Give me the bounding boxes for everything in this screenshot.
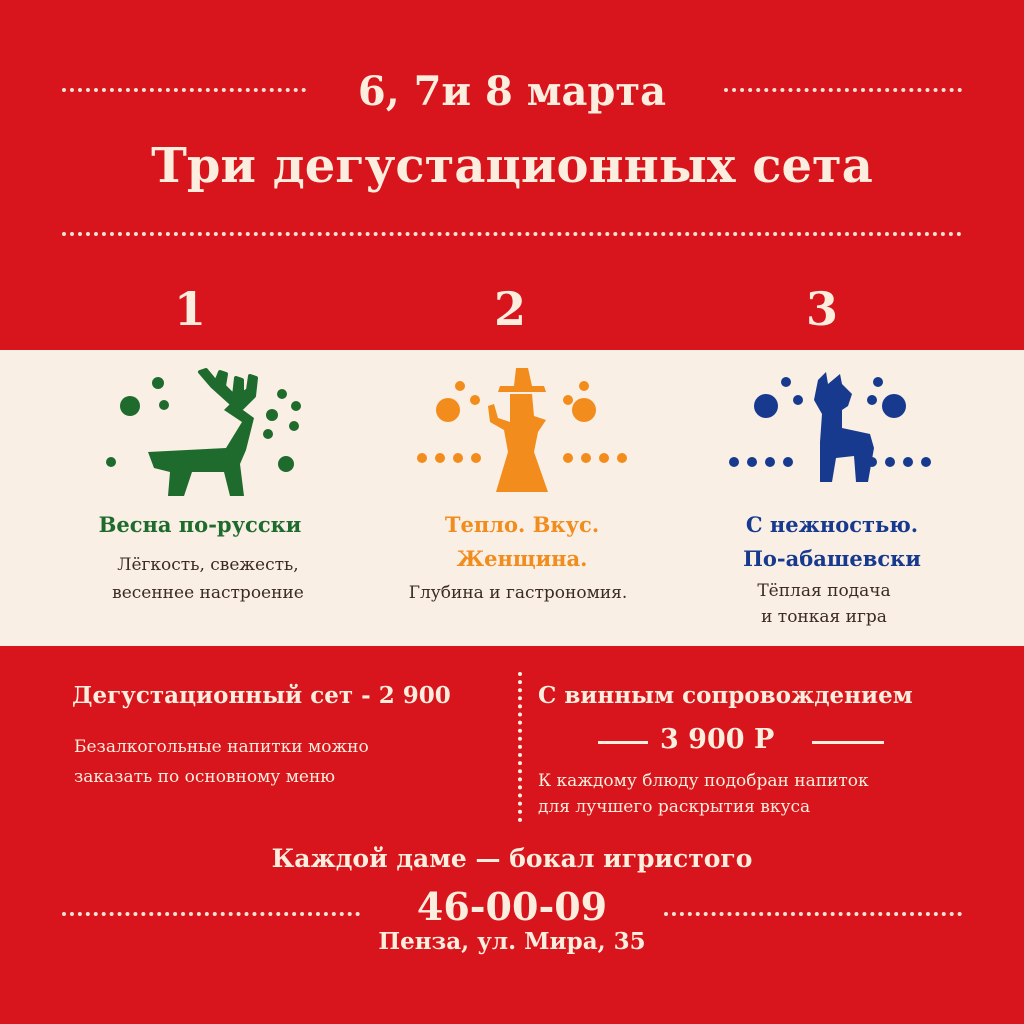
pricing-divider — [518, 672, 522, 822]
wine-pairing-title: С винным сопровождением — [538, 682, 913, 709]
wine-pairing-price: 3 900 Р — [660, 724, 775, 755]
page-title: Три дегустационных сета — [151, 138, 873, 194]
set-3-desc-line-1: Тёплая подача — [757, 581, 891, 601]
price-rule-right — [812, 741, 884, 744]
set-3-title-line-2: По-абашевски — [743, 546, 921, 571]
dotted-divider — [664, 912, 962, 916]
event-dates: 6, 7и 8 марта — [357, 68, 667, 115]
non-alcoholic-note-line-1: Безалкогольные напитки можно — [74, 737, 369, 757]
set-1-title: Весна по-русски — [98, 512, 302, 537]
address: Пенза, ул. Мира, 35 — [378, 928, 646, 955]
gift-note: Каждой даме — бокал игристого — [271, 844, 753, 873]
set-1-desc-line-1: Лёгкость, свежесть, — [117, 555, 299, 575]
set-3-desc-line-2: и тонкая игра — [761, 607, 887, 627]
set-2-title-line-1: Тепло. Вкус. — [444, 512, 600, 537]
tasting-set-price: Дегустационный сет - 2 900 — [72, 682, 451, 709]
set-1-desc-line-2: весеннее настроение — [112, 583, 304, 603]
deer-icon — [96, 368, 316, 504]
set-2-title-line-2: Женщина. — [456, 546, 588, 571]
set-number-3: 3 — [805, 282, 838, 336]
set-number-2: 2 — [493, 282, 526, 336]
set-2-desc: Глубина и гастрономия. — [408, 583, 628, 603]
wine-pairing-note-line-1: К каждому блюду подобран напиток — [538, 771, 869, 791]
phone-number[interactable]: 46-00-09 — [416, 884, 608, 929]
wine-pairing-note-line-2: для лучшего раскрытия вкуса — [538, 797, 811, 817]
set-3-title-line-1: С нежностью. — [745, 512, 919, 537]
price-rule-left — [598, 741, 648, 744]
set-number-1: 1 — [173, 282, 206, 336]
goat-icon — [722, 370, 942, 504]
figure-icon — [408, 366, 640, 498]
dotted-divider — [62, 232, 962, 236]
non-alcoholic-note-line-2: заказать по основному меню — [74, 767, 336, 787]
